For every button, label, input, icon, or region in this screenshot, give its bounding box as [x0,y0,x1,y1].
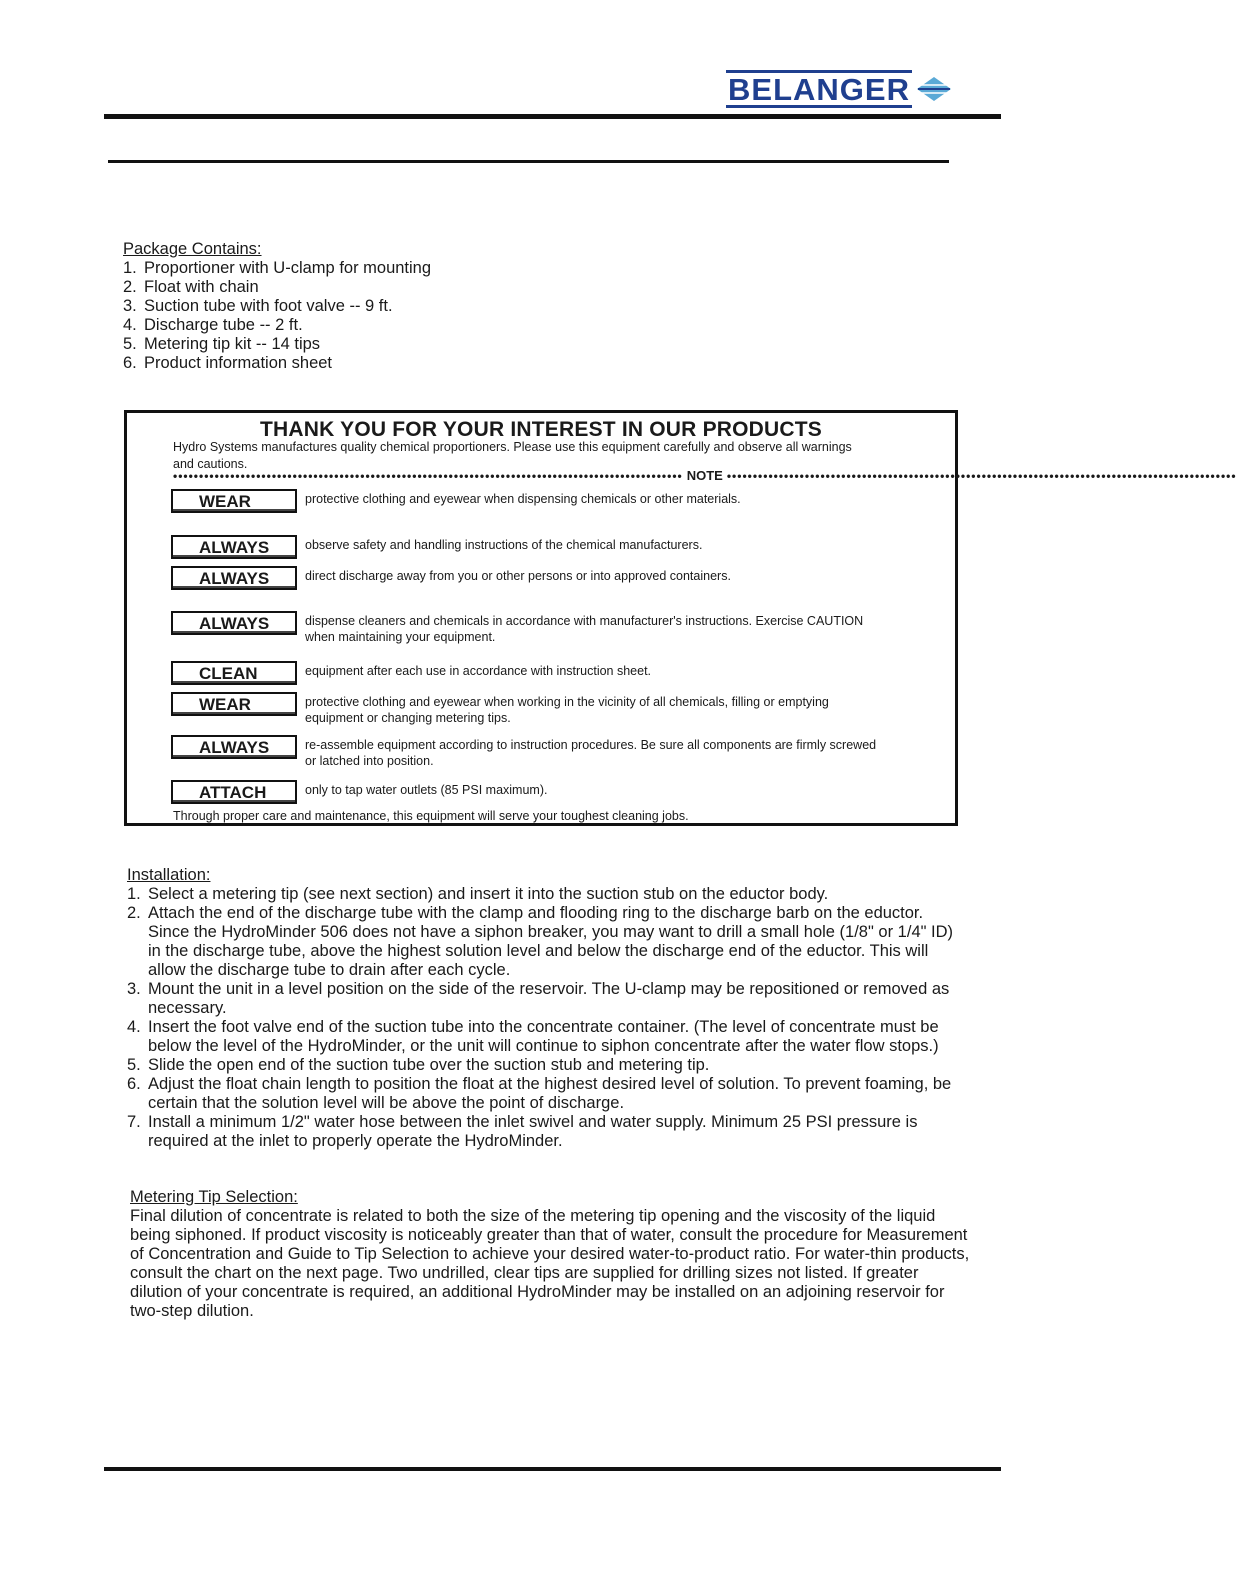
package-list [123,259,543,373]
list-item: 3. Suction tube with foot valve -- 9 ft. [123,297,393,315]
notice-tag: ALWAYS [171,566,297,590]
footer-rule [104,1467,1001,1471]
notice-row [171,489,911,513]
notice-tag: ALWAYS [171,535,297,559]
dotted-rule: •••••••••••••••••••••••••••••••••••••••••••••••••••••••••••••••••••••••••••••••••••••••••••••••••• [173,469,683,483]
notice-text: protective clothing and eyewear when dispensing chemicals or other materials. [305,492,741,506]
safety-notice-box [124,410,1237,826]
notice-text: re-assemble equipment according to instruction procedures. Be sure all components are firmly screwed or latched into position. [305,738,877,768]
notice-row [171,692,911,726]
installation-section [127,866,967,1151]
list-item: 2. Attach the end of the discharge tube with the clamp and flooding ring to the discharge barb on the eductor. Since the HydroMinder 506 does not have a siphon breaker, you may want to drill a small hole (1/8" or 1/4" ID) in the discharge tube, above the highest solution level and below the discharge end of the eductor. This will allow the discharge tube to drain after each cycle. [127,904,954,979]
notice-tag: ATTACH [171,780,297,804]
list-item: 4. Discharge tube -- 2 ft. [123,316,303,334]
list-item: 6. Product information sheet [123,354,333,372]
notice-tag: ALWAYS [171,735,297,759]
notice-tag: ALWAYS [171,611,297,635]
package-heading: Package Contains: [123,240,262,258]
list-item: 3. Mount the unit in a level position on the side of the reservoir. The U-clamp may be repositioned or removed as necessary. [127,980,950,1017]
notice-text: protective clothing and eyewear when working in the vicinity of all chemicals, filling or emptying equipment or changing metering tips. [305,695,829,725]
installation-heading: Installation: [127,866,211,884]
notice-row [171,535,911,559]
list-item: 7. Install a minimum 1/2" water hose between the inlet swivel and water supply. Minimum 25 PSI pressure is required at the inlet to properly operate the HydroMinder. [127,1113,918,1150]
notice-text: only to tap water outlets (85 PSI maximum). [305,783,548,797]
subheader-rule [108,160,949,163]
notice-text: dispense cleaners and chemicals in accordance with manufacturer's instructions. Exercise CAUTION when maintaining your equipment. [305,614,864,644]
notice-footer: Through proper care and maintenance, this equipment will serve your toughest cleaning jobs. [173,809,689,823]
header-rule [104,114,1001,119]
notice-tag: WEAR [171,489,297,513]
brand-name: BELANGER [728,72,910,107]
metering-body: Final dilution of concentrate is related to both the size of the metering tip opening and the viscosity of the liquid being siphoned. If product viscosity is noticeably greater than that of water, consult the procedure for Measurement of Concentration and Guide to Tip Selection to achieve your desired water-to-product ratio. For water-thin products, consult the chart on the next page. Two undrilled, clear tips are supplied for drilling sizes not listed. If greater dilution of your concentrate is required, an additional HydroMinder may be installed on an adjoining reservoir for two-step dilution. [130,1207,970,1320]
notice-text: observe safety and handling instructions of the chemical manufacturers. [305,538,703,552]
diamond-chevron-logo-icon [916,76,952,102]
package-contents-section [123,240,543,373]
list-item: 1. Proportioner with U-clamp for mounting [123,259,432,277]
notice-text: equipment after each use in accordance with instruction sheet. [305,664,652,678]
notice-tag: WEAR [171,692,297,716]
notice-row [171,780,911,804]
note-label: NOTE [686,468,723,483]
metering-heading: Metering Tip Selection: [130,1188,298,1206]
dotted-rule: •••••••••••••••••••••••••••••••••••••••••••••••••••••••••••••••••••••••••••••••••••••••••••••••••• [726,469,1237,483]
note-divider [173,468,1237,483]
list-item: 5. Metering tip kit -- 14 tips [123,335,321,353]
notice-intro: Hydro Systems manufactures quality chemical proportioners. Please use this equipment carefully and observe all warnings and cautions. [173,440,852,471]
notice-row [171,611,911,645]
list-item: 2. Float with chain [123,278,259,296]
notice-tag: CLEAN [171,661,297,685]
list-item: 6. Adjust the float chain length to position the float at the highest desired level of solution. To prevent foaming, be certain that the solution level will be above the point of discharge. [127,1075,952,1112]
notice-title: THANK YOU FOR YOUR INTEREST IN OUR PRODUCTS [259,418,823,441]
notice-row [171,661,911,685]
notice-text: direct discharge away from you or other persons or into approved containers. [305,569,731,583]
metering-tip-section [130,1188,970,1321]
notice-row [171,735,911,769]
list-item: 4. Insert the foot valve end of the suction tube into the concentrate container. (The level of concentrate must be below the level of the HydroMinder, or the unit will continue to siphon concentrate after the water flow stops.) [127,1018,939,1055]
installation-list [127,885,967,1151]
notice-row [171,566,911,590]
list-item: 1. Select a metering tip (see next section) and insert it into the suction stub on the eductor body. [127,885,829,903]
list-item: 5. Slide the open end of the suction tube over the suction stub and metering tip. [127,1056,710,1074]
brand-logo [726,72,952,106]
